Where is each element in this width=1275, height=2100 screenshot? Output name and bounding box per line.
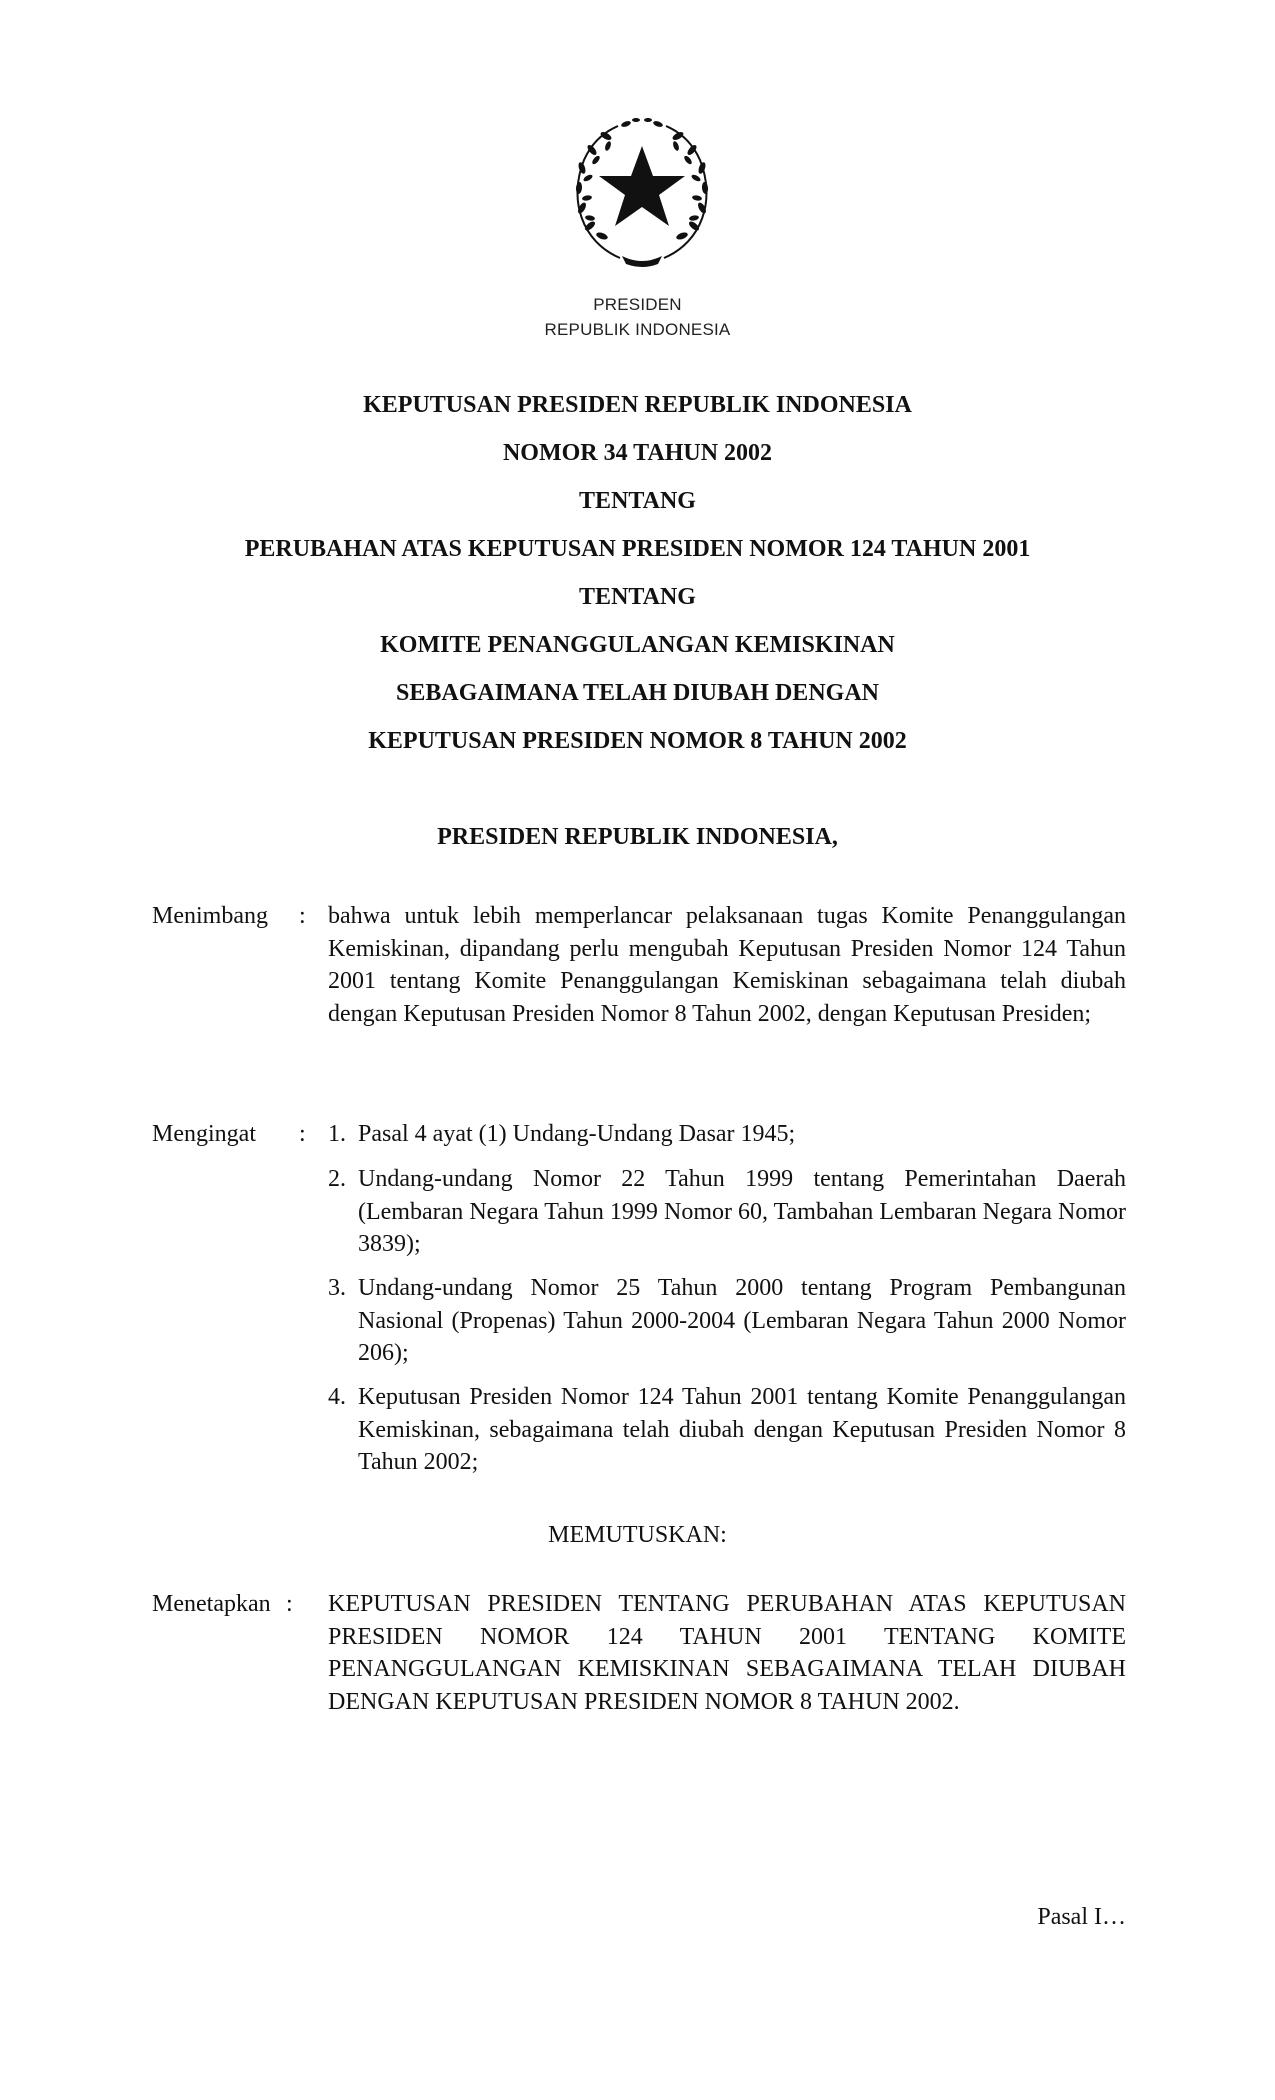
mengingat-item-1 (328, 1118, 1126, 1151)
mengingat-item-4 (328, 1381, 1126, 1479)
mengingat-item-2 (328, 1163, 1126, 1261)
header-president-label: PRESIDEN (593, 295, 682, 314)
president-heading: PRESIDEN REPUBLIK INDONESIA, (437, 824, 838, 850)
list-number: 4. (328, 1384, 346, 1410)
list-text: Keputusan Presiden Nomor 124 Tahun 2001 tentang Komite Penanggulangan Kemiskinan, sebagaimana telah diubah dengan Keputusan Presiden Nomor 8 Tahun 2002; (358, 1384, 1126, 1475)
list-number: 1. (328, 1121, 346, 1147)
menetapkan-colon: : (286, 1591, 293, 1617)
list-text: Undang-undang Nomor 25 Tahun 2000 tentang Program Pembangunan Nasional (Propenas) Tahun 2000-2004 (Lembaran Negara Tahun 2000 Nomor 206); (358, 1275, 1126, 1366)
title-line-5: TENTANG (579, 584, 696, 610)
list-text: Pasal 4 ayat (1) Undang-Undang Dasar 1945; (358, 1121, 796, 1147)
menimbang-text: bahwa untuk lebih memperlancar pelaksanaan tugas Komite Penanggulangan Kemiskinan, dipandang perlu mengubah Keputusan Presiden Nomor 124 Tahun 2001 tentang Komite Penanggulangan Kemiskinan sebagaimana telah diubah dengan Keputusan Presiden Nomor 8 Tahun 2002, dengan Keputusan Presiden; (328, 903, 1126, 1027)
list-number: 2. (328, 1166, 346, 1192)
menimbang-label: Menimbang (152, 903, 268, 929)
mengingat-colon: : (299, 1121, 306, 1147)
memutuskan-heading: MEMUTUSKAN: (548, 1522, 727, 1548)
title-line-4: PERUBAHAN ATAS KEPUTUSAN PRESIDEN NOMOR 124 TAHUN 2001 (244, 536, 1031, 562)
menimbang-colon: : (299, 903, 306, 929)
list-text: Undang-undang Nomor 22 Tahun 1999 tentang Pemerintahan Daerah (Lembaran Negara Tahun 1999 Nomor 60, Tambahan Lembaran Negara Nomor 3839); (358, 1166, 1126, 1257)
mengingat-label: Mengingat (152, 1121, 256, 1147)
list-number: 3. (328, 1275, 346, 1301)
next-page-indicator: Pasal I… (1037, 1904, 1126, 1930)
menetapkan-label: Menetapkan (152, 1591, 271, 1617)
header-republic-label: REPUBLIK INDONESIA (544, 320, 731, 339)
title-line-7: SEBAGAIMANA TELAH DIUBAH DENGAN (396, 680, 879, 706)
title-line-3: TENTANG (579, 488, 696, 514)
mengingat-item-3 (328, 1272, 1126, 1370)
menetapkan-text: KEPUTUSAN PRESIDEN TENTANG PERUBAHAN ATAS KEPUTUSAN PRESIDEN NOMOR 124 TAHUN 2001 TENTANG KOMITE PENANGGULANGAN KEMISKINAN SEBAGAIMANA TELAH DIUBAH DENGAN KEPUTUSAN PRESIDEN NOMOR 8 TAHUN 2002. (328, 1591, 1126, 1715)
title-line-1: KEPUTUSAN PRESIDEN REPUBLIK INDONESIA (363, 392, 912, 418)
title-line-8: KEPUTUSAN PRESIDEN NOMOR 8 TAHUN 2002 (368, 728, 907, 754)
title-line-2: NOMOR 34 TAHUN 2002 (502, 440, 773, 466)
garuda-star-wreath-emblem-icon (560, 108, 724, 272)
title-line-6: KOMITE PENANGGULANGAN KEMISKINAN (380, 632, 895, 658)
